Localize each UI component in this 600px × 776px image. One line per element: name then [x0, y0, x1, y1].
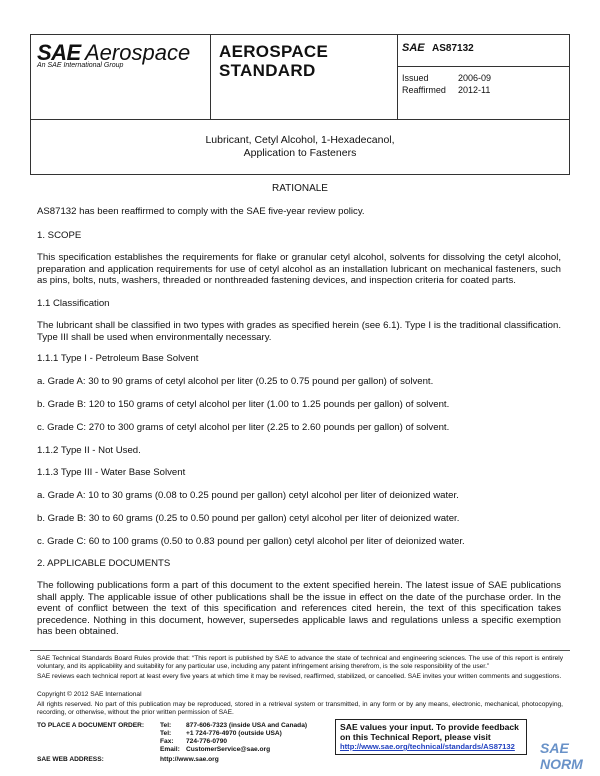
issued-label: Issued: [402, 73, 429, 83]
feedback-line1: SAE values your input. To provide feedback: [340, 722, 519, 732]
feedback-line2: on this Technical Report, please visit: [340, 732, 491, 742]
type1-grade-a: a. Grade A: 30 to 90 grams of cetyl alcohol per liter (0.25 to 0.75 pound per gallon) of solvent.: [37, 376, 434, 387]
classification-text: The lubricant shall be classified in two types with grades as specified herein (see 6.1). Type I is the traditional classification. Type III shall be used when environmentally necessary.: [37, 320, 561, 343]
standard-title-line1: AEROSPACE: [219, 42, 329, 61]
scope-heading: 1. SCOPE: [37, 230, 82, 241]
watermark-logo: SAE NORM: [540, 740, 583, 772]
type1-grade-b: b. Grade B: 120 to 150 grams of cetyl alcohol per liter (1.00 to 1.25 pounds per gallon) of solvent.: [37, 399, 450, 410]
doc-title-line1: Lubricant, Cetyl Alcohol, 1-Hexadecanol,: [205, 134, 395, 146]
scope-text: This specification establishes the requirements for flake or granular cetyl alcohol, solvents for dissolving the cetyl alcohol, preparation and application requirements for use of cetyl alcohol as an installation lubricant on mechanical fasteners, such as pins, bolts, nuts, washers, threaded or nonthreaded fastening devices, and inspection criteria for coated parts.: [37, 252, 561, 287]
feedback-box: [335, 719, 527, 755]
type3-grade-c: c. Grade C: 60 to 100 grams (0.50 to 0.83 pound per gallon) cetyl alcohol per liter of deionized water.: [37, 536, 465, 547]
reaffirmed-value: 2012-11: [458, 85, 491, 95]
type3-grade-a: a. Grade A: 10 to 30 grams (0.08 to 0.25 pound per gallon) cetyl alcohol per liter of deionized water.: [37, 490, 459, 501]
footer-review: SAE reviews each technical report at least every five years at which time it may be revised, reaffirmed, stabilized, or cancelled. SAE invites your written comments and suggestions.: [37, 673, 562, 680]
type1-heading: 1.1.1 Type I - Petroleum Base Solvent: [37, 353, 199, 364]
logo-sae: SAE: [37, 40, 81, 65]
tel2-label: Tel:: [160, 730, 172, 737]
type1-grade-c: c. Grade C: 270 to 300 grams of cetyl alcohol per liter (2.25 to 2.60 pounds per gallon) of solvent.: [37, 422, 450, 433]
type3-grade-b: b. Grade B: 30 to 60 grams (0.25 to 0.50 pound per gallon) cetyl alcohol per liter of deionized water.: [37, 513, 460, 524]
email-label: Email:: [160, 746, 180, 753]
web-label: SAE WEB ADDRESS:: [37, 756, 104, 763]
header-divider-2: [397, 34, 398, 120]
logo-subtitle: An SAE International Group: [37, 62, 124, 69]
doc-prefix: SAE: [402, 42, 425, 54]
footer-rights: All rights reserved. No part of this publication may be reproduced, stored in a retrieval system or transmitted, in any form or by any means, electronic, mechanical, photocopying, recording, or otherwise, without the prior written permission of SAE.: [37, 701, 563, 716]
applicable-heading: 2. APPLICABLE DOCUMENTS: [37, 558, 171, 569]
standard-title: [219, 42, 328, 80]
fax-label: Fax:: [160, 738, 174, 745]
footer-copyright: Copyright © 2012 SAE International: [37, 691, 142, 698]
footer-rules: SAE Technical Standards Board Rules provide that: “This report is published by SAE to advance the state of technical and engineering sciences. The use of this report is entirely voluntary, and its applicability and suitability for any particular use, including any patent infringement arising therefrom, is the sole responsibility of the user.”: [37, 655, 563, 670]
footer-divider: [30, 650, 570, 651]
type2-heading: 1.1.2 Type II - Not Used.: [37, 445, 141, 456]
reaffirmed-row: [402, 85, 491, 95]
rationale-heading: RATIONALE: [272, 183, 328, 194]
reaffirmed-label: Reaffirmed: [402, 85, 446, 95]
order-label: TO PLACE A DOCUMENT ORDER:: [37, 722, 145, 729]
header-docnum-divider: [397, 66, 570, 67]
email-link[interactable]: CustomerService@sae.org: [186, 746, 271, 753]
header-divider-1: [210, 34, 211, 120]
tel2-value: +1 724-776-4970 (outside USA): [186, 730, 282, 737]
issued-value: 2006-09: [458, 73, 492, 83]
type3-heading: 1.1.3 Type III - Water Base Solvent: [37, 467, 186, 478]
applicable-text: The following publications form a part of this document to the extent specified herein. The latest issue of SAE publications shall apply. The applicable issue of other publications shall be the issue in effect on the date of the purchase order. In the event of conflict between the text of this specification and references cited herein, the text of this specification takes precedence. Nothing in this document, however, supersedes applicable laws and regulations unless a specific exemption has been obtained.: [37, 580, 561, 638]
standard-title-line2: STANDARD: [219, 61, 316, 80]
feedback-link[interactable]: http://www.sae.org/technical/standards/AS87132: [340, 742, 515, 751]
doc-title-line2: Application to Fasteners: [243, 147, 357, 159]
rationale-text: AS87132 has been reaffirmed to comply with the SAE five-year review policy.: [37, 206, 365, 217]
logo-aerospace: Aerospace: [85, 40, 191, 65]
classification-heading: 1.1 Classification: [37, 298, 110, 309]
issued-row: [402, 73, 492, 83]
web-link[interactable]: http://www.sae.org: [160, 756, 219, 763]
tel1-value: 877-606-7323 (inside USA and Canada): [186, 722, 308, 729]
tel1-label: Tel:: [160, 722, 172, 729]
fax-value: 724-776-0790: [186, 738, 228, 745]
doc-number: AS87132: [432, 43, 474, 54]
